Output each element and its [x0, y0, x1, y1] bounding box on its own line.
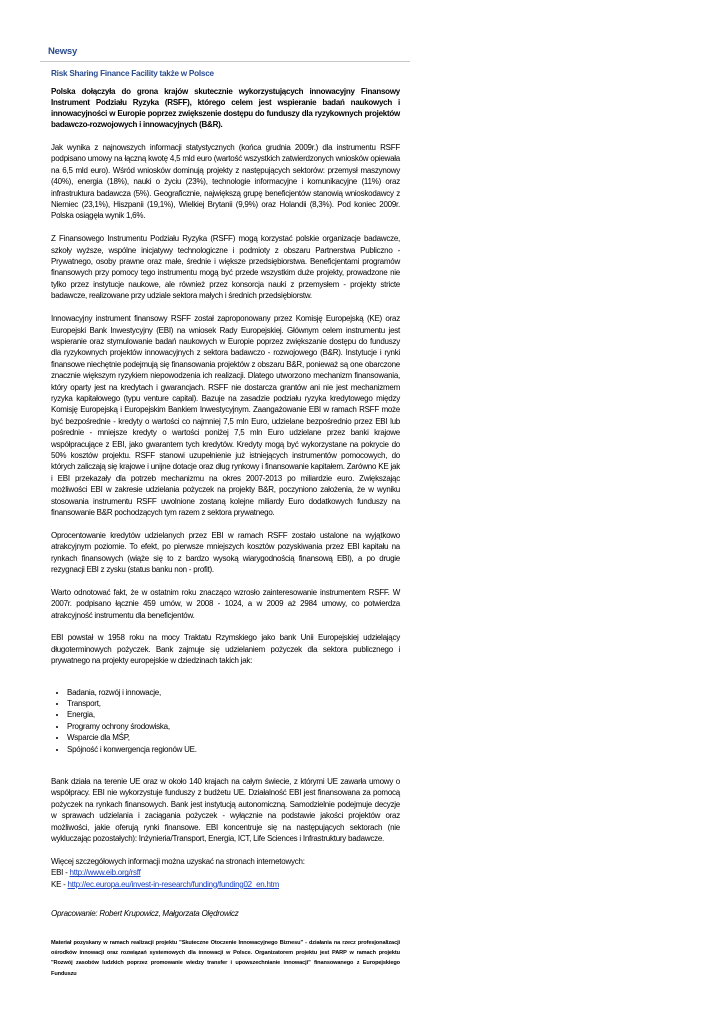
- sector-list: [51, 687, 400, 755]
- paragraph-mechanism: Innowacyjny instrument finansowy RSFF został zaproponowany przez Komisję Europejską (KE) oraz Europejski Bank Inwestycyjny (EBI) na wniosek Rady Europejskiej. Głównym celem instrumentu jest wspieranie oraz stymulowanie badań naukowych w Europie poprzez zwiększanie dostępu do funduszy dla ryzykownych projektów innowacyjnych z sektora badawczo - rozwojowego (B&R). Instytucje i rynki finansowe niechętnie podejmują się finansowania projektów z obszaru B&R, ponieważ są one obarczone znacznie większym ryzykiem niepowodzenia ich realizacji. Dlatego utworzono mechanizm finansowania, który oparty jest na kredytach i gwarancjach. RSFF nie dostarcza grantów ani nie jest mechanizmem ryzyka kapitałowego (typu venture capital). Bazuje na zasadzie podziału ryzyka kredytowego między Komisję Europejską i Europejskim Bankiem Inwestycyjnym. Zaangażowanie EBI w ramach RSFF może być bezpośrednie - kredyty o wartości co najmniej 7,5 mln Euro, udzielane bezpośrednio przez EBI lub pośrednie - mniejsze kredyty o wartości poniżej 7,5 mln Euro udzielane przez banki krajowe współpracujące z EBI, jako gwarantem tych kredytów. Kredyty mogą być wykorzystane na pokrycie do 50% kosztów projektu. RSFF stanowi uzupełnienie już istniejących instrumentów pomocowych, do których zaliczają się krajowe i unijne dotacje oraz dług rynkowy i finansowanie kapitałem. Zarówno KE jak i EBI przekazały dla potrzeb mechanizmu na okres 2007-2013 po miliardzie euro. Zwiększając możliwości EBI w zakresie udzielania pożyczek na projekty B&R, poczyniono założenia, że w wyniku stosowania instrumentu RSFF uwolnione zostaną kolejne miliardy Euro dodatkowych funduszy na finansowanie B&R pochodzących tym razem z sektora prywatnego.: [51, 314, 400, 517]
- author-credit: Opracowanie: Robert Krupowicz, Małgorzata Olędrowicz: [51, 908, 239, 918]
- paragraph-ebi-history: EBI powstał w 1958 roku na mocy Traktatu Rzymskiego jako bank Unii Europejskiej udzielający długoterminowych pożyczek. Bank zajmuje się udzielaniem pożyczek dla sektora publicznego i prywatnego na projekty europejskie w dziedzinach takich jak:: [51, 633, 400, 666]
- link-row-ke: [51, 879, 400, 890]
- list-item: • Spójność i konwergencja regionów UE.: [67, 744, 400, 755]
- link-eib[interactable]: http://www.eib.org/rsff: [69, 868, 141, 878]
- link-row-ebi: [51, 867, 400, 878]
- list-item: • Badania, rozwój i innowacje,: [67, 687, 400, 698]
- paragraph-closing: Bank działa na terenie UE oraz w około 140 krajach na całym świecie, z którymi UE zawarła umowy o współpracy. EBI nie wykorzystuje funduszy z budżetu UE. Działalność EBI jest finansowana za pomocą pożyczek na rynkach finansowych. Bank jest instytucją autonomiczną. Samodzielnie podejmuje decyzje w sprawach udzielania i zaciągania pożyczek - wyłącznie na podstawie jakości projektów oraz możliwości, jakie oferują rynki finansowe. EBI koncentruje się na następujących sektorach (nie wykluczając pozostałych): Inżynieria/Transport, Energia, ICT, Life Sciences i Infrastruktury badawcze.: [51, 777, 400, 844]
- link-prefix: KE -: [51, 879, 68, 889]
- article-lead: Polska dołączyła do grona krajów skutecznie wykorzystujących innowacyjny Finansowy Instrument Podziału Ryzyka (RSFF), którego celem jest wspieranie badań naukowych i innowacyjności w Europie poprzez zwiększenie dostępu do funduszy dla ryzykownych projektów badawczo-rozwojowych i innowacyjnych (B&R).: [51, 87, 400, 130]
- list-item: • Wsparcie dla MŚP,: [67, 732, 400, 743]
- article-title: Risk Sharing Finance Facility także w Polsce: [51, 69, 214, 78]
- list-item: • Transport,: [67, 698, 400, 709]
- section-label: Newsy: [48, 46, 78, 57]
- links-intro: Więcej szczegółowych informacji można uzyskać na stronach internetowych:: [51, 856, 305, 866]
- list-item: • Programy ochrony środowiska,: [67, 721, 400, 732]
- divider: [40, 61, 410, 62]
- list-item: • Energia,: [67, 709, 400, 720]
- article: [51, 68, 400, 979]
- paragraph-eligibility: Z Finansowego Instrumentu Podziału Ryzyka (RSFF) mogą korzystać polskie organizacje badawcze, szkoły wyższe, wspólne inicjatywy technologiczne i podmioty z obszaru Partnerstwa Publiczno - Prywatnego, osoby prawne oraz małe, średnie i większe przedsiębiorstwa. Beneficjentami programów finansowych przy pomocy tego instrumentu mogą być przede wszystkim duże projekty, prowadzone nie tylko przez instytucje naukowe, ale również przez konsorcja nauki z przemysłem - projekty stricte badawcze, realizowane przy udziale sektora małych i średnich przedsiębiorstw.: [51, 234, 400, 301]
- paragraph-interest: Oprocentowanie kredytów udzielanych przez EBI w ramach RSFF zostało ustalone na wyjątkowo atrakcyjnym poziomie. To efekt, po pierwsze mniejszych kosztów pozyskiwania przez EBI kapitału na rynkach finansowych (wiąże się to z bardzo wysoką wiarygodnością finansową EBI), a po drugie rezygnacji EBI z zysku (status banku non - profit).: [51, 530, 400, 575]
- links-block: [51, 856, 400, 890]
- paragraph-growth: Warto odnotować fakt, że w ostatnim roku znacząco wzrosło zainteresowanie instrumentem RSFF. W 2007r. podpisano łącznie 459 umów, w 2008 - 1024, a w 2009 aż 2984 umowy, co potwierdza atrakcyjność instrumentu dla beneficjentów.: [51, 587, 400, 620]
- link-ec-europa[interactable]: http://ec.europa.eu/invest-in-research/funding/funding02_en.htm: [67, 879, 280, 889]
- paragraph-statistics: Jak wynika z najnowszych informacji statystycznych (końca grudnia 2009r.) dla instrumentu RSFF podpisano umowy na łączną kwotę 4,5 mld euro (wartość wszystkich zatwierdzonych wniosków opiewała na 6,5 mld euro). Wśród wniosków dominują projekty z następujących sektorów: przemysł maszynowy (40%), energia (18%), nauki o życiu (23%), technologie informacyjne i komunikacyjne (11%) oraz infrastruktura badawcza (5%). Geograficznie, największą grupę beneficjentów stanowią wnioskodawcy z Niemiec (23,1%), Hiszpanii (19,1%), Wielkiej Brytanii (9,9%) oraz Holandii (8,3%). Pod koniec 2009r. Polska osiągęła wynik 1,6%.: [51, 143, 400, 221]
- footer-note: Materiał pozyskany w ramach realizacji projektu "Skuteczne Otoczenie Innowacyjnego Biznesu" - działania na rzecz profesjonalizacji ośrodków innowacji oraz rozwiązań systemowych dla innowacji w Polsce. Organizatorem projektu jest PARP w ramach projektu "Rozwój zasobów ludzkich poprzez promowanie wiedzy transfer i upowszechnianie innowacji" finansowanego z Europejskiego Funduszu: [51, 939, 400, 977]
- link-prefix: EBI -: [51, 868, 70, 878]
